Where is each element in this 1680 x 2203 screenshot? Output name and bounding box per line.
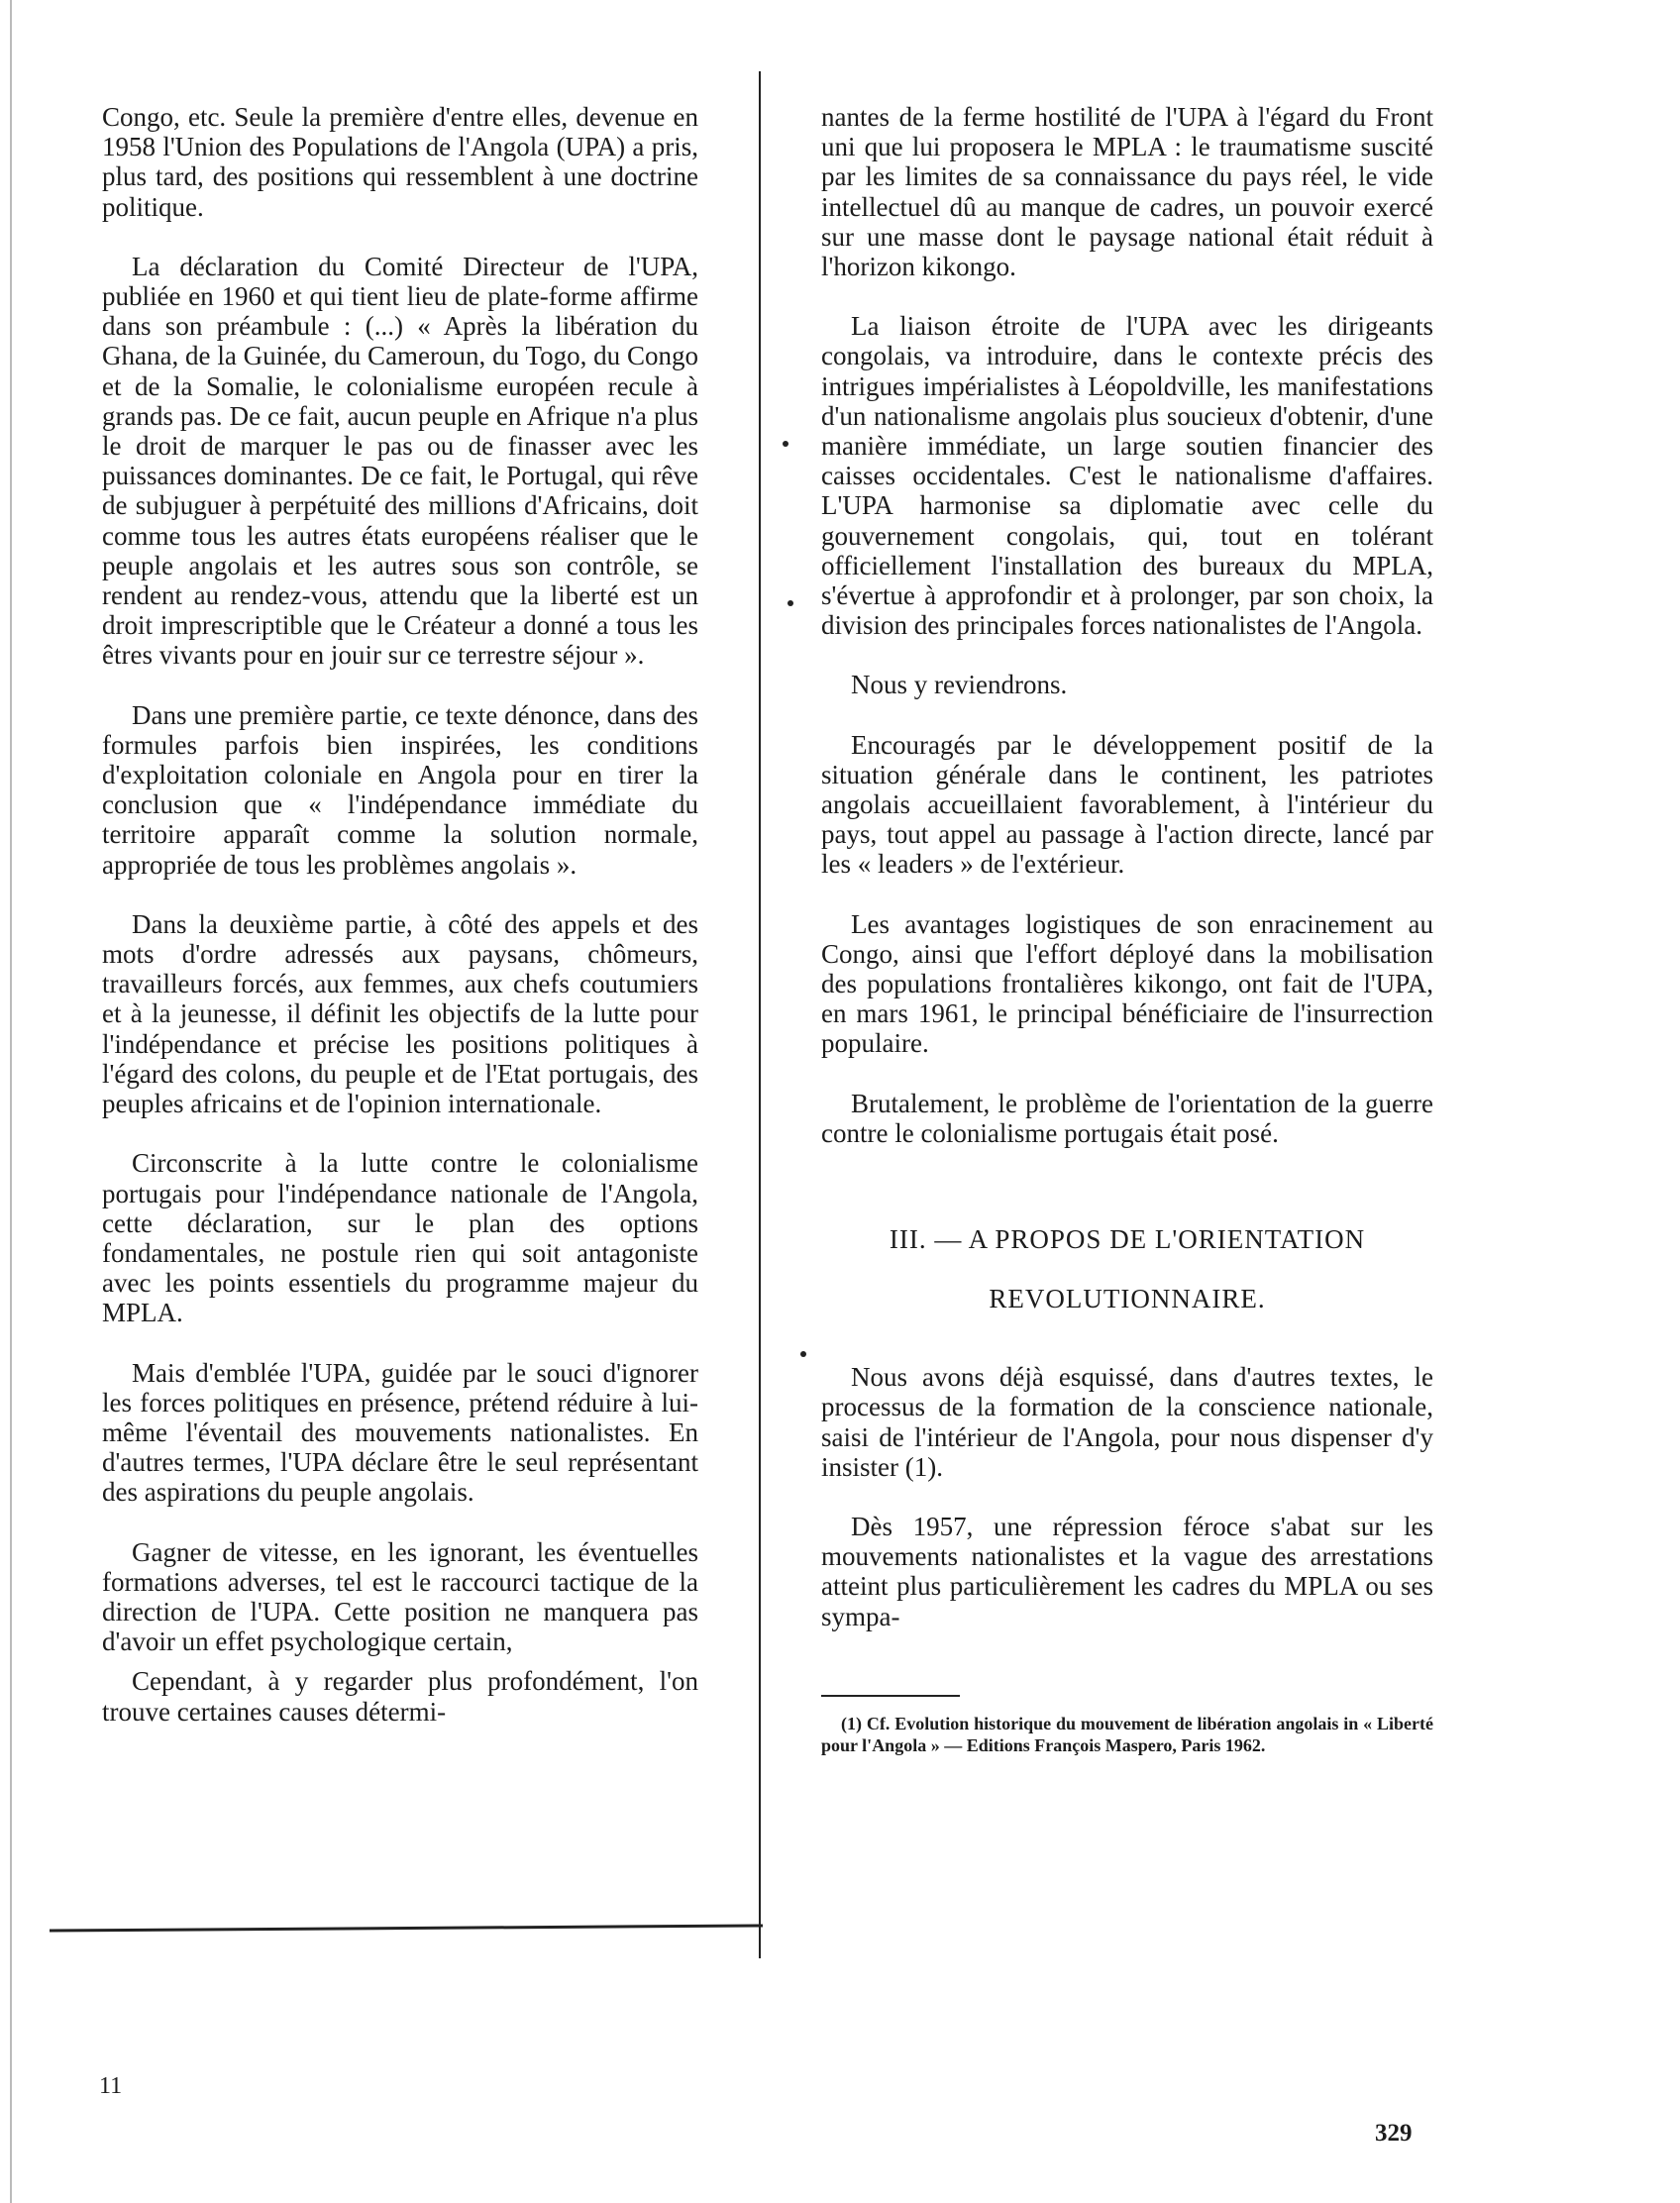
section-heading — [821, 1209, 1433, 1328]
handwritten-underline — [50, 1924, 763, 1932]
section-heading-line: III. — A PROPOS DE L'ORIENTATION — [889, 1224, 1366, 1255]
paragraph: La liaison étroite de l'UPA avec les dirigeants congolais, va introduire, dans le contexte précis des intrigues impérialistes à Léopoldville, les manifestations d'un nationalisme angolais plus soucieux d'obtenir, d'une manière immédiate, un large soutien financier des caisses occidentales. C'est le nationalisme d'affaires. L'UPA harmonise sa diplomatie avec celle du gouvernement congolais, qui, tout en tolérant officiellement l'installation des bureaux du MPLA, s'évertue à approfondir et à prolonger, par son choix, la division des principales forces nationalistes de l'Angola. — [821, 311, 1433, 641]
ink-mark — [783, 441, 788, 447]
paragraph: Dans la deuxième partie, à côté des appels et des mots d'ordre adressés aux paysans, chômeurs, travailleurs forcés, aux femmes, aux chefs coutumiers et à la jeunesse, il définit les objectifs de la lutte pour l'indépendance et précise les positions politiques à l'égard des colons, du peuple et de l'Etat portugais, des peuples africains et de l'opinion internationale. — [102, 908, 698, 1119]
paragraph: Dès 1957, une répression féroce s'abat sur les mouvements nationalistes et la vague des arrestations atteint plus particulièrement les cadres du MPLA ou ses sympa- — [821, 1511, 1433, 1631]
paragraph: Les avantages logistiques de son enracinement au Congo, ainsi que l'effort déployé dans la mobilisation des populations frontalières kikongo, ont fait de l'UPA, en mars 1961, le principal bénéficiaire de l'insurrection populaire. — [821, 908, 1433, 1059]
paragraph: La déclaration du Comité Directeur de l'UPA, publiée en 1960 et qui tient lieu de plate-forme affirme dans son préambule : (...) « Après la libération du Ghana, de la Guinée, du Cameroun, du Togo, du Congo et de la Somalie, le colonialisme européen recule à grands pas. De ce fait, aucun peuple en Afrique n'a plus le droit de marquer le pas ou de finasser avec les puissances dominantes. De ce fait, le Portugal, qui rêve de subjuguer à perpétuité des millions d'Africains, doit comme tous les autres états européens réaliser que le peuple angolais et les autres sous son contrôle, se rendent au rendez-vous, attendu que la liberté est un droit imprescriptible que le Créateur a donné a tous les êtres vivants pour en jouir sur ce terrestre séjour ». — [102, 251, 698, 671]
paragraph: Encouragés par le développement positif de la situation générale dans le continent, les patriotes angolais accueillaient favorablement, à l'intérieur du pays, tout appel au passage à l'action directe, lancé par les « leaders » de l'extérieur. — [821, 729, 1433, 880]
folio-number: 11 — [99, 2073, 123, 2099]
ink-mark — [788, 600, 793, 606]
footnote-rule — [821, 1695, 960, 1697]
paragraph: Circonscrite à la lutte contre le colonialisme portugais pour l'indépendance nationale de l'Angola, cette déclaration, sur le plan des options fondamentales, ne postule rien qui soit antagoniste avec les points essentiels du programme majeur du MPLA. — [102, 1148, 698, 1328]
paragraph: nantes de la ferme hostilité de l'UPA à l'égard du Front uni que lui proposera le MPLA : le traumatisme suscité par les limites de sa connaissance du pays réel, le vide intellectuel dû au manque de cadres, un pouvoir exercé sur une masse dont le paysage national était réduit à l'horizon kikongo. — [821, 102, 1433, 282]
scan-edge-line — [10, 0, 12, 2203]
paragraph: Mais d'emblée l'UPA, guidée par le souci d'ignorer les forces politiques en présence, prétend réduire à lui-même l'éventail des mouvements nationalistes. En d'autres termes, l'UPA déclare être le seul représentant des aspirations du peuple angolais. — [102, 1357, 698, 1508]
paragraph: Brutalement, le problème de l'orientation de la guerre contre le colonialisme portugais était posé. — [821, 1088, 1433, 1148]
footnote: (1) Cf. Evolution historique du mouvement de libération angolais in « Liberté pour l'Angola » — Editions François Maspero, Paris 1962. — [821, 1713, 1433, 1755]
left-column — [102, 102, 698, 1756]
paragraph: Dans une première partie, ce texte dénonce, dans des formules parfois bien inspirées, les conditions d'exploitation coloniale en Angola pour en tirer la conclusion que « l'indépendance immédiate du territoire apparaît comme la solution normale, appropriée de tous les problèmes angolais ». — [102, 699, 698, 880]
ink-mark — [800, 1351, 806, 1357]
column-divider-line — [759, 71, 761, 1958]
paragraph: Gagner de vitesse, en les ignorant, les éventuelles formations adverses, tel est le raccourci tactique de la direction de l'UPA. Cette position ne manquera pas d'avoir un effet psychologique certain, — [102, 1536, 698, 1657]
right-column — [821, 102, 1433, 1756]
paragraph: Cependant, à y regarder plus profondément, l'on trouve certaines causes détermi- — [102, 1666, 698, 1727]
paragraph: Nous avons déjà esquissé, dans d'autres textes, le processus de la formation de la conscience nationale, saisi de l'intérieur de l'Angola, pour nous dispenser d'y insister (1). — [821, 1362, 1433, 1482]
section-heading-line: REVOLUTIONNAIRE. — [989, 1284, 1266, 1314]
paragraph: Congo, etc. Seule la première d'entre elles, devenue en 1958 l'Union des Populations de l'Angola (UPA) a pris, plus tard, des positions qui ressemblent à une doctrine politique. — [102, 102, 698, 222]
paragraph: Nous y reviendrons. — [851, 670, 1068, 700]
page-number: 329 — [1375, 2120, 1413, 2147]
